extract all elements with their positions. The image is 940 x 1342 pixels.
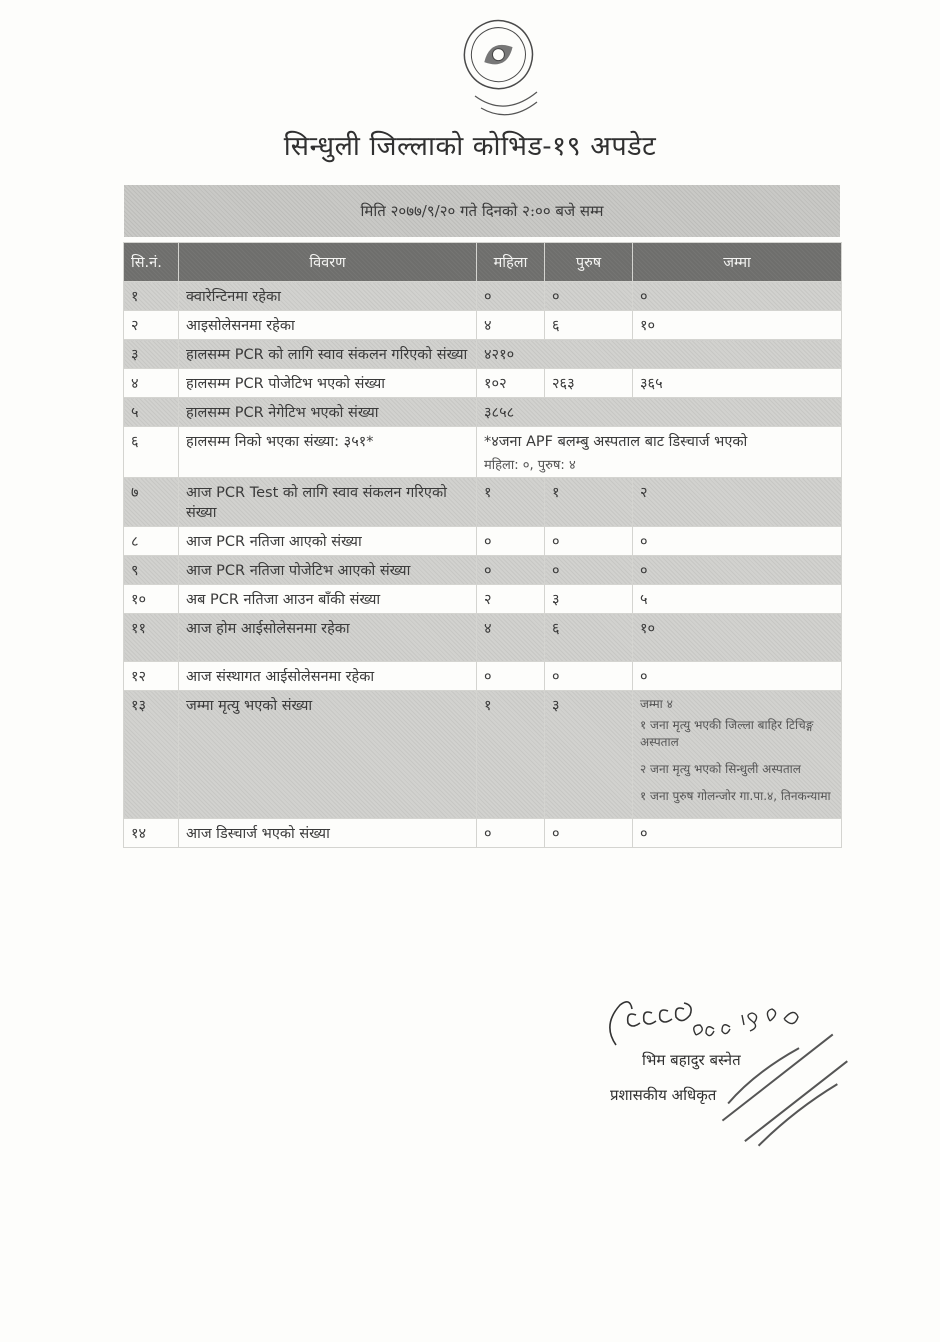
row-label: आज PCR नतिजा पोजेटिभ आएको संख्या [179, 556, 477, 585]
row-sn: १ [124, 282, 179, 311]
report-date: मिति २०७७/९/२० गते दिनको २:०० बजे सम्म [124, 185, 840, 237]
row-total: ० [633, 662, 842, 691]
row-sn: १२ [124, 662, 179, 691]
table-header-row [124, 243, 842, 282]
table-row [124, 691, 842, 819]
header-male: पुरुष [545, 243, 633, 282]
row-female: ० [477, 819, 545, 848]
row-female: ० [477, 282, 545, 311]
row-female: ४ [477, 311, 545, 340]
row-sn: ९ [124, 556, 179, 585]
row-male: ० [545, 527, 633, 556]
table-row [124, 527, 842, 556]
row-female: ० [477, 556, 545, 585]
row-female: २ [477, 585, 545, 614]
death-total-note: जम्मा ४ [640, 697, 673, 711]
recovered-note-breakdown: महिला: ०, पुरुष: ४ [484, 458, 576, 473]
row-male: ० [545, 556, 633, 585]
row-female: १ [477, 478, 545, 527]
header-sn: सि.नं. [124, 243, 179, 282]
row-label: अब PCR नतिजा आउन बाँकी संख्या [179, 585, 477, 614]
row-sn: ६ [124, 427, 179, 478]
row-female: १ [477, 691, 545, 819]
table-row [124, 282, 842, 311]
row-sn: १० [124, 585, 179, 614]
row-label: आज PCR नतिजा आएको संख्या [179, 527, 477, 556]
row-male: १ [545, 478, 633, 527]
row-male: ६ [545, 614, 633, 662]
row-female: ४ [477, 614, 545, 662]
table-row [124, 369, 842, 398]
row-male: ० [545, 819, 633, 848]
row-total: २ [633, 478, 842, 527]
row-label: हालसम्म निको भएका संख्या: ३५१* [179, 427, 477, 478]
header-description: विवरण [179, 243, 477, 282]
table-row [124, 585, 842, 614]
row-combined-value: ३८५८ [477, 398, 842, 427]
row-total-notes [633, 691, 842, 819]
row-sn: ३ [124, 340, 179, 369]
row-sn: ११ [124, 614, 179, 662]
row-sn: ४ [124, 369, 179, 398]
document-title: सिन्धुली जिल्लाको कोभिड-१९ अपडेट [283, 131, 657, 162]
table-row [124, 427, 842, 478]
row-total: १० [633, 614, 842, 662]
row-male: ० [545, 662, 633, 691]
row-sn: ७ [124, 478, 179, 527]
row-total: ५ [633, 585, 842, 614]
row-label: आज डिस्चार्ज भएको संख्या [179, 819, 477, 848]
header-total: जम्मा [633, 243, 842, 282]
table-row [124, 662, 842, 691]
signer-name: भिम बहादुर बस्नेत [642, 1051, 741, 1069]
row-female: ० [477, 662, 545, 691]
row-male: ३ [545, 691, 633, 819]
recovered-note: *४जना APF बलम्बु अस्पताल बाट डिस्चार्ज भएको [484, 434, 748, 450]
row-total: १० [633, 311, 842, 340]
table-row [124, 340, 842, 369]
row-label: आज होम आईसोलेसनमा रहेका [179, 614, 477, 662]
table-row [124, 556, 842, 585]
death-note: १ जना मृत्यु भएकी जिल्ला बाहिर टिचिङ्ग अस्पताल [640, 718, 814, 749]
row-sn: ८ [124, 527, 179, 556]
row-total: ० [633, 527, 842, 556]
row-male: ३ [545, 585, 633, 614]
row-sn: २ [124, 311, 179, 340]
row-label: आइसोलेसनमा रहेका [179, 311, 477, 340]
row-combined-value: ४२१० [477, 340, 842, 369]
table-row [124, 614, 842, 662]
row-female: १०२ [477, 369, 545, 398]
covid-update-table [123, 242, 842, 848]
row-label: हालसम्म PCR को लागि स्वाव संकलन गरिएको संख्या [179, 340, 477, 369]
row-sn: १३ [124, 691, 179, 819]
row-label: हालसम्म PCR पोजेटिभ भएको संख्या [179, 369, 477, 398]
signer-title: प्रशासकीय अधिकृत [610, 1086, 717, 1104]
death-note: १ जना पुरुष गोलन्जोर गा.पा.४, तिनकन्यामा [640, 789, 831, 803]
row-label: आज PCR Test को लागि स्वाव संकलन गरिएको संख्या [179, 478, 477, 527]
row-male: ६ [545, 311, 633, 340]
death-note: २ जना मृत्यु भएको सिन्धुली अस्पताल [640, 762, 801, 776]
row-label: हालसम्म PCR नेगेटिभ भएको संख्या [179, 398, 477, 427]
table-row [124, 311, 842, 340]
row-label: आज संस्थागत आईसोलेसनमा रहेका [179, 662, 477, 691]
row-label: जम्मा मृत्यु भएको संख्या [179, 691, 477, 819]
row-sn: ५ [124, 398, 179, 427]
row-total: ० [633, 282, 842, 311]
row-male: ० [545, 282, 633, 311]
row-note [477, 427, 842, 478]
row-total: ३६५ [633, 369, 842, 398]
table-row [124, 478, 842, 527]
government-seal [445, 8, 565, 126]
row-male: २६३ [545, 369, 633, 398]
header-female: महिला [477, 243, 545, 282]
row-total: ० [633, 556, 842, 585]
row-total: ० [633, 819, 842, 848]
table-row [124, 819, 842, 848]
row-sn: १४ [124, 819, 179, 848]
row-label: क्वारेन्टिनमा रहेका [179, 282, 477, 311]
official-stamp [700, 1025, 870, 1150]
table-row [124, 398, 842, 427]
row-female: ० [477, 527, 545, 556]
